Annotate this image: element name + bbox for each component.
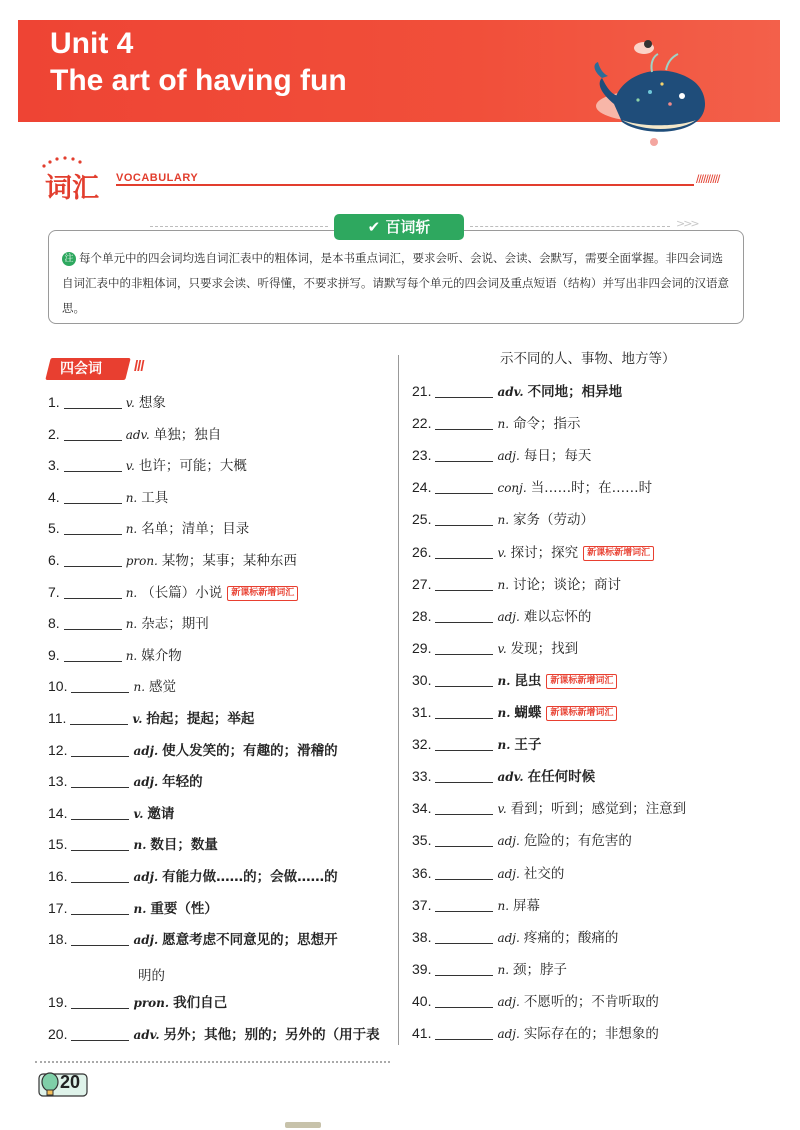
part-of-speech: n.: [497, 898, 510, 913]
item-meaning: 不愿听的；不肯听取的: [523, 993, 659, 1010]
item-number: 38.: [412, 928, 432, 945]
vocab-item: [412, 764, 595, 788]
item-meaning: 名单；清单；目录: [141, 521, 250, 538]
vocab-item: [48, 611, 209, 635]
footer-mark: [285, 1122, 321, 1128]
item-meaning: 抬起；提起；举起: [146, 711, 255, 727]
instruction-note: [62, 246, 732, 321]
part-of-speech: n.: [133, 901, 147, 916]
vocab-item: [412, 507, 594, 531]
vocab-item: [48, 580, 298, 604]
part-of-speech: n.: [125, 490, 138, 505]
dashed-divider-right: [470, 226, 670, 227]
part-of-speech: adj.: [497, 449, 520, 464]
answer-blank[interactable]: [435, 767, 493, 783]
answer-blank[interactable]: [435, 478, 493, 494]
footer-dotted-line: [35, 1061, 390, 1063]
part-of-speech: n.: [497, 738, 511, 753]
item-meaning: 媒介物: [141, 647, 182, 664]
item-number: 29.: [412, 639, 432, 656]
answer-blank[interactable]: [71, 772, 129, 788]
item-number: 27.: [412, 575, 432, 592]
answer-blank[interactable]: [435, 510, 493, 526]
part-of-speech: n.: [497, 513, 510, 528]
answer-blank[interactable]: [435, 639, 493, 655]
vocab-item: [412, 1021, 659, 1045]
part-of-speech: adv.: [497, 385, 524, 399]
part-of-speech: v.: [497, 545, 507, 560]
item-meaning: 难以忘怀的: [523, 608, 592, 625]
item-meaning: 愿意考虑不同意见的；思想开: [162, 932, 338, 949]
part-of-speech: v.: [497, 641, 507, 656]
vocab-item: [48, 896, 218, 920]
answer-blank[interactable]: [71, 993, 129, 1009]
item-meaning: 危险的；有危害的: [523, 833, 632, 850]
unit-number: Unit 4: [50, 27, 134, 60]
item-number: 13.: [48, 773, 68, 790]
vocab-item: [48, 453, 247, 477]
item-number: 37.: [412, 896, 432, 913]
item-number: 28.: [412, 607, 432, 624]
vocab-item: [48, 1022, 380, 1046]
answer-blank[interactable]: [71, 741, 129, 757]
vocab-item: [48, 832, 218, 856]
part-of-speech: n.: [497, 706, 511, 720]
vocabulary-heading: 词汇: [45, 173, 99, 204]
item-meaning: （长篇）小说: [141, 584, 223, 601]
unit-title: [50, 25, 347, 99]
item-number: 25.: [412, 511, 432, 528]
item-meaning: 使人发笑的；有趣的；滑稽的: [162, 742, 338, 759]
item-number: 20.: [48, 1026, 68, 1042]
item-number: 6.: [48, 552, 60, 568]
vocab-item: [412, 668, 617, 692]
item-number: 30.: [412, 671, 432, 688]
answer-blank[interactable]: [64, 583, 122, 599]
item-number: 26.: [412, 543, 432, 560]
item-meaning: 在任何时候: [527, 769, 596, 786]
item-number: 15.: [48, 836, 68, 853]
part-of-speech: adj.: [497, 930, 520, 945]
new-vocab-tag: 新课标新增词汇: [546, 674, 617, 689]
vocab-item: [412, 989, 659, 1013]
answer-blank[interactable]: [435, 735, 493, 751]
item-number: 19.: [48, 994, 68, 1011]
item-20-continuation: 示不同的人、事物、地方等）: [500, 351, 676, 367]
item-number: 39.: [412, 960, 432, 977]
vocab-item: [412, 732, 541, 756]
answer-blank[interactable]: [435, 543, 493, 559]
item-meaning: 单独；独自: [153, 426, 222, 443]
item-meaning: 某物；某事；某种东西: [161, 553, 297, 569]
item-number: 2.: [48, 425, 60, 442]
page-number: 20: [60, 1072, 81, 1092]
item-meaning: 想象: [138, 395, 166, 411]
answer-blank[interactable]: [64, 614, 122, 630]
answer-blank[interactable]: [71, 867, 129, 883]
part-of-speech: v.: [125, 459, 135, 474]
item-18-continuation: 明的: [138, 968, 165, 984]
vocab-item: [48, 864, 338, 888]
item-number: 5.: [48, 520, 60, 537]
section-tag-slashes: ///: [134, 358, 144, 375]
vocab-item: [412, 828, 632, 852]
part-of-speech: adj.: [497, 1027, 520, 1041]
vocab-item: [48, 927, 338, 951]
vocab-item: [48, 485, 168, 509]
vocab-item: [412, 861, 564, 885]
part-of-speech: n.: [125, 522, 138, 537]
check-icon: ✔: [367, 218, 386, 236]
unit-subtitle: The art of having fun: [50, 64, 347, 97]
answer-blank[interactable]: [435, 382, 493, 398]
vocab-item: [48, 706, 254, 730]
item-number: 23.: [412, 447, 432, 464]
answer-blank[interactable]: [435, 896, 493, 912]
part-of-speech: v.: [133, 806, 144, 821]
item-meaning: 当……时；在……时: [530, 480, 653, 497]
item-number: 31.: [412, 704, 432, 720]
item-number: 14.: [48, 804, 68, 821]
item-meaning: 邀请: [147, 805, 175, 822]
item-number: 9.: [48, 646, 60, 663]
answer-blank[interactable]: [64, 456, 122, 472]
part-of-speech: n.: [497, 673, 511, 688]
item-meaning: 命令；指示: [513, 416, 581, 433]
item-meaning: 我们自己: [173, 995, 228, 1012]
part-of-speech: adj.: [497, 609, 520, 624]
item-number: 22.: [412, 415, 432, 432]
answer-blank[interactable]: [71, 930, 129, 946]
answer-blank[interactable]: [71, 1025, 129, 1041]
item-meaning: 年轻的: [162, 774, 203, 791]
item-meaning: 社交的: [523, 865, 565, 882]
answer-blank[interactable]: [435, 864, 493, 880]
vocab-item: [412, 443, 591, 467]
part-of-speech: adj.: [133, 933, 159, 948]
answer-blank[interactable]: [435, 446, 493, 462]
vocab-item: [48, 422, 221, 446]
item-number: 21.: [412, 383, 432, 399]
vocab-item: [48, 548, 297, 572]
item-meaning: 也许；可能；大概: [138, 458, 247, 475]
vocab-item: [48, 738, 338, 762]
answer-blank[interactable]: [435, 703, 493, 719]
answer-blank[interactable]: [70, 709, 128, 725]
chevron-right-icon: >>>: [676, 217, 698, 230]
vocab-item: [412, 893, 540, 917]
part-of-speech: pron.: [125, 554, 158, 568]
answer-blank[interactable]: [435, 831, 493, 847]
item-meaning: 昆虫: [514, 672, 542, 689]
part-of-speech: n.: [133, 838, 147, 853]
item-number: 18.: [48, 931, 68, 948]
answer-blank[interactable]: [64, 551, 122, 567]
item-number: 8.: [48, 615, 60, 632]
item-number: 33.: [412, 768, 432, 785]
item-number: 16.: [48, 868, 68, 884]
vocab-item: [412, 636, 578, 660]
item-meaning: 有能力做……的；会做……的: [162, 869, 338, 885]
item-meaning: 工具: [141, 489, 169, 506]
item-number: 17.: [48, 899, 68, 916]
item-number: 41.: [412, 1025, 432, 1041]
answer-blank[interactable]: [64, 646, 122, 662]
vocab-item: [412, 572, 621, 596]
item-meaning: 看到；听到；感觉到；注意到: [510, 801, 687, 818]
part-of-speech: v.: [132, 712, 143, 726]
vocab-item: [412, 604, 591, 628]
new-vocab-tag: 新课标新增词汇: [546, 706, 617, 721]
answer-blank[interactable]: [64, 393, 122, 409]
answer-blank[interactable]: [64, 519, 122, 535]
part-of-speech: adv.: [125, 427, 150, 442]
answer-blank[interactable]: [435, 928, 493, 944]
vocab-item: [412, 700, 617, 724]
item-number: 36.: [412, 864, 432, 881]
part-of-speech: adj.: [133, 775, 159, 790]
part-of-speech: n.: [125, 617, 138, 632]
part-of-speech: adj.: [133, 743, 159, 758]
item-meaning: 感觉: [149, 679, 177, 696]
item-number: 35.: [412, 832, 432, 849]
vocab-item: [412, 411, 581, 435]
vocab-item: [48, 801, 174, 825]
vocab-item: [48, 674, 176, 698]
part-of-speech: adj.: [497, 994, 520, 1009]
item-meaning: 数目；数量: [150, 837, 218, 854]
item-meaning: 颈；脖子: [513, 961, 568, 978]
column-divider: [398, 355, 399, 1045]
item-number: 4.: [48, 488, 60, 505]
item-number: 7.: [48, 583, 60, 600]
section-badge: [334, 214, 464, 240]
heading-slashes: //////////: [696, 172, 720, 186]
section-badge-label: 百词斩: [385, 218, 431, 236]
answer-blank[interactable]: [435, 992, 493, 1008]
new-vocab-tag: 新课标新增词汇: [227, 586, 298, 601]
vocab-item: [412, 796, 686, 820]
item-meaning: 另外；其他；别的；另外的（用于表: [163, 1027, 380, 1043]
new-vocab-tag: 新课标新增词汇: [583, 546, 654, 561]
part-of-speech: n.: [125, 585, 138, 600]
vocab-item: [48, 390, 166, 414]
item-meaning: 家务（劳动）: [513, 512, 595, 529]
answer-blank[interactable]: [71, 804, 129, 820]
item-number: 3.: [48, 457, 60, 474]
item-number: 11.: [48, 710, 67, 726]
vocab-item: [412, 475, 652, 499]
item-meaning: 杂志；期刊: [141, 616, 209, 633]
item-number: 12.: [48, 741, 68, 758]
vocab-item: [48, 769, 203, 793]
part-of-speech: adj.: [497, 866, 520, 881]
part-of-speech: n.: [497, 577, 510, 592]
item-number: 32.: [412, 736, 432, 753]
item-meaning: 不同地；相异地: [527, 384, 623, 400]
item-meaning: 实际存在的；非想象的: [523, 1026, 659, 1042]
item-number: 40.: [412, 992, 432, 1009]
item-number: 24.: [412, 479, 432, 496]
whale-illustration: [592, 34, 732, 150]
item-meaning: 重要（性）: [150, 900, 218, 917]
answer-blank[interactable]: [435, 414, 493, 430]
item-meaning: 王子: [514, 737, 542, 754]
part-of-speech: adv.: [133, 1028, 160, 1042]
vocab-item: [48, 643, 182, 667]
answer-blank[interactable]: [435, 960, 493, 976]
answer-blank[interactable]: [71, 677, 129, 693]
item-number: 10.: [48, 678, 68, 695]
part-of-speech: n.: [133, 680, 146, 695]
answer-blank[interactable]: [71, 835, 129, 851]
part-of-speech: n.: [497, 962, 510, 977]
part-of-speech: pron.: [133, 996, 170, 1011]
vocab-item: [412, 379, 622, 403]
answer-blank[interactable]: [435, 607, 493, 623]
answer-blank[interactable]: [435, 799, 493, 815]
item-meaning: 发现；找到: [510, 640, 579, 657]
part-of-speech: adj.: [497, 834, 520, 849]
heading-rule: [116, 184, 694, 186]
instruction-text: 每个单元中的四会词均选自词汇表中的粗体词，是本书重点词汇，要求会听、会说、会读、会默写，需要全面掌握。非四会词选自词汇表中的非粗体词，只要求会读、听得懂，不要求拼写。请默写每个单元的四会词及重点短语（结构）并写出非四会词的汉语意思。: [62, 251, 729, 315]
part-of-speech: adv.: [497, 770, 524, 785]
item-meaning: 疼痛的；酸痛的: [523, 929, 619, 946]
item-meaning: 蝴蝶: [514, 705, 542, 721]
vocab-item: [48, 516, 249, 540]
part-of-speech: n.: [497, 417, 510, 432]
note-icon: 注: [62, 252, 76, 266]
answer-blank[interactable]: [64, 425, 122, 441]
vocab-item: [48, 990, 227, 1014]
section-tag-label: 四会词: [60, 361, 102, 377]
item-meaning: 屏幕: [513, 897, 541, 914]
part-of-speech: adj.: [133, 870, 159, 884]
item-meaning: 每日；每天: [523, 448, 592, 465]
item-meaning: 讨论；谈论；商讨: [513, 576, 622, 593]
part-of-speech: v.: [497, 802, 507, 817]
item-number: 1.: [48, 394, 60, 410]
answer-blank[interactable]: [435, 671, 493, 687]
answer-blank[interactable]: [435, 575, 493, 591]
dashed-divider-left: [150, 226, 328, 227]
answer-blank[interactable]: [71, 899, 129, 915]
part-of-speech: v.: [125, 396, 135, 410]
vocab-item: [412, 925, 618, 949]
vocab-item: [412, 540, 654, 564]
item-meaning: 探讨；探究: [510, 544, 579, 561]
item-number: 34.: [412, 800, 432, 817]
part-of-speech: conj.: [497, 481, 527, 496]
part-of-speech: n.: [125, 648, 138, 663]
vocab-item: [412, 957, 567, 981]
vocabulary-heading-en: VOCABULARY: [116, 172, 199, 184]
answer-blank[interactable]: [64, 488, 122, 504]
answer-blank[interactable]: [435, 1024, 493, 1040]
